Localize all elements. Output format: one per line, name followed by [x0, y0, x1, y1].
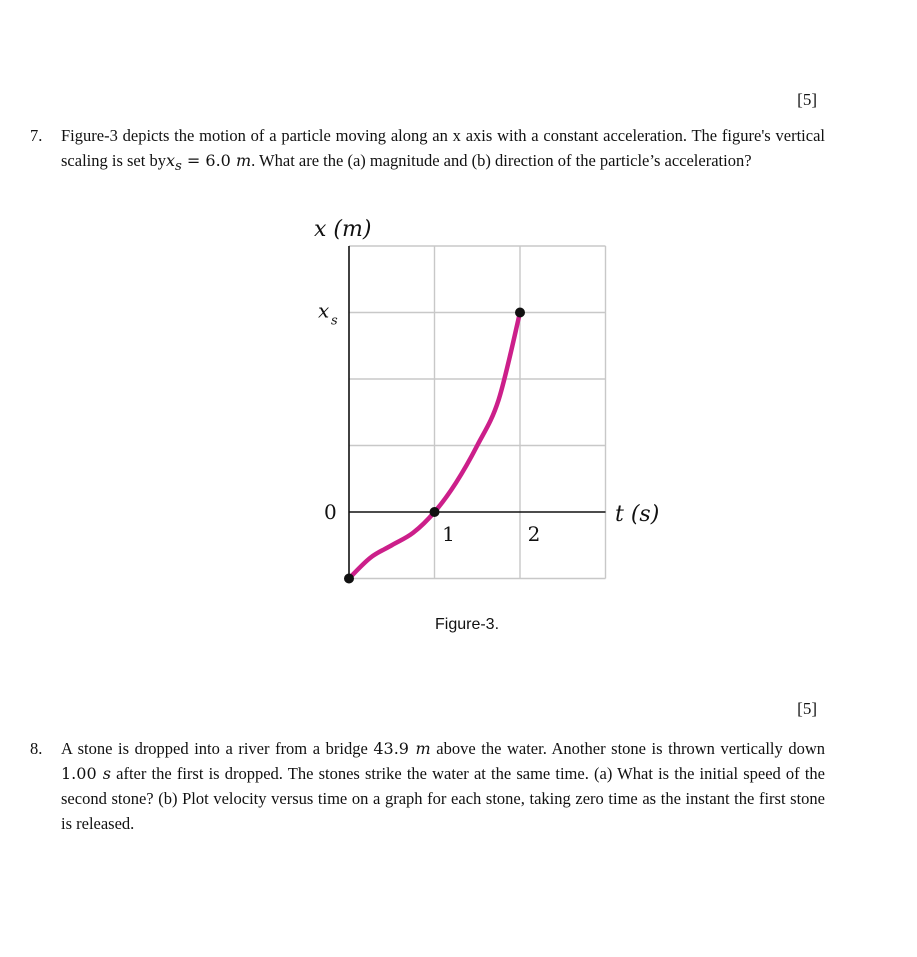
q7-marks: [5] [797, 90, 817, 109]
q7-text-after: . What are the (a) magnitude and (b) direction of the particle’s acceleration? [251, 151, 752, 170]
x-tick-label: 2 [527, 522, 541, 546]
q8-delay-value: 1.00 [61, 764, 103, 783]
data-point [515, 308, 525, 318]
q7-math-sub: s [174, 159, 182, 175]
q7-text-before: Figure-3 depicts the motion of a particle moving along an x axis with a constant acceleration. The figure's vertical scaling is set by [61, 126, 825, 170]
q8-text-2: above the water. Another stone is thrown vertically down [430, 739, 825, 758]
y-tick-label-xs-sub: s [331, 313, 338, 329]
data-point [344, 574, 354, 584]
q8-text-1: A stone is dropped into a river from a bridge [61, 739, 374, 758]
q7-math-var: x [165, 151, 175, 170]
q8-height-unit: m [415, 739, 431, 758]
y-tick-label-zero: 0 [324, 500, 337, 524]
q8-delay [61, 764, 111, 783]
figure-3-chart [300, 205, 680, 595]
q8-delay-unit: s [102, 764, 111, 783]
x-tick-label: 1 [442, 522, 455, 546]
q7-math-unit: m [235, 151, 252, 170]
question-7 [30, 123, 825, 179]
q8-text [61, 736, 825, 836]
q7-math-eq: = 6.0 [181, 151, 236, 170]
y-tick-label-xs: x [318, 298, 330, 323]
chart-labels [314, 217, 659, 546]
question-8 [30, 736, 825, 836]
q8-marks: [5] [797, 699, 817, 718]
y-axis-label: x (m) [314, 217, 372, 242]
q8-text-3: after the first is dropped. The stones strike the water at the same time. (a) What is the initial speed of the second stone? (b) Plot velocity versus time on a graph for each stone, taking zero time as the instant the first stone is released. [61, 764, 825, 833]
data-point [430, 507, 440, 517]
figure-caption: Figure-3. [435, 616, 500, 633]
q8-number: 8. [30, 739, 43, 758]
x-axis-label: t (s) [615, 502, 660, 527]
q8-height-value: 43.9 [373, 739, 416, 758]
q8-bridge-height [373, 739, 430, 758]
q7-text [61, 123, 825, 179]
q7-math [165, 151, 252, 175]
chart-grid [349, 246, 606, 579]
chart-axes [349, 246, 606, 581]
q7-number: 7. [30, 126, 43, 145]
